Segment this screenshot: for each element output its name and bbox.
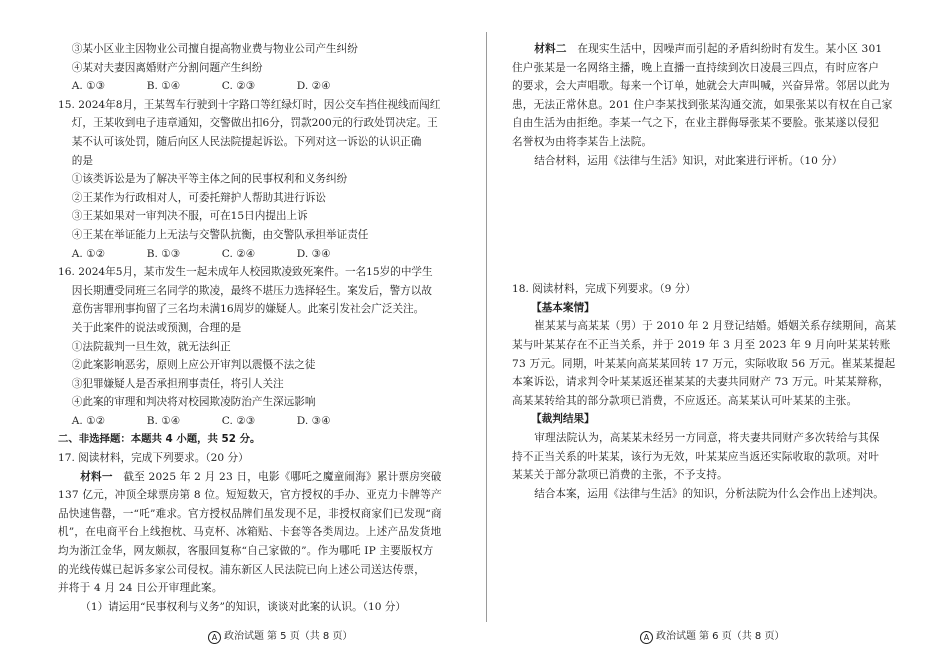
material-2-line: 住户张某是一名网络主播，晚上直播一直持续到次日凌晨三四点，有时应客户 bbox=[512, 61, 879, 74]
exam-version-badge: A bbox=[640, 631, 653, 644]
choice-c[interactable]: C. ②③ bbox=[221, 80, 256, 93]
choice-d[interactable]: D. ③④ bbox=[296, 247, 331, 260]
right-footer bbox=[640, 628, 784, 647]
q15-stem-line: 灯，王某收到电子违章通知，交警做出扣6分，罚款200元的行政处罚决定。王 bbox=[71, 117, 438, 130]
verdict-line: 持不正当关系的叶某某，该行为无效，叶某某应当返还实际收取的款项。对叶 bbox=[512, 450, 879, 463]
q17-title: 17. 阅读材料，完成下列要求。（20 分） bbox=[58, 452, 249, 465]
basic-case-line: 73 万元。同期，叶某某向高某某回转 17 万元，实际收取 56 万元。崔某某提起 bbox=[512, 357, 896, 370]
choice-c[interactable]: C. ②③ bbox=[221, 414, 256, 427]
q15-choices bbox=[58, 245, 468, 264]
basic-case-line: 高某某转给其的部分款项已消费，不应返还。高某某认可叶某某的主张。 bbox=[512, 394, 858, 407]
verdict-line: 某某关于部分款项已消费的主张，不予支持。 bbox=[512, 469, 728, 482]
footer-exam-name: 政治试题 bbox=[224, 631, 264, 642]
material-1-line: 并将于 4 月 24 日公开审理此案。 bbox=[58, 582, 223, 595]
q15-option-1: ①该类诉讼是为了解决平等主体之间的民事权利和义务纠纷 bbox=[71, 173, 348, 186]
material-1-label: 材料一 bbox=[80, 470, 113, 483]
choice-d[interactable]: D. ③④ bbox=[296, 414, 331, 427]
footer-page-number: 第 6 页（共 8 页） bbox=[699, 631, 785, 642]
material-1-line: 品快速售罄，一“吒”难求。官方授权品牌们虽发现不足，非授权商家们已发现“商 bbox=[58, 507, 442, 520]
basic-case-heading: 【基本案情】 bbox=[531, 301, 595, 314]
material-1-line: 机”，在电商平台上线抱枕、马克杯、冰箱贴、卡套等各类周边。上述产品发货地 bbox=[58, 526, 442, 539]
q16-stem-line: 意伤害罪刑事拘留了三名均未满16周岁的嫌疑人。此案引发社会广泛关注。 bbox=[71, 303, 425, 316]
right-page bbox=[512, 40, 917, 503]
q15-option-4: ④王某在举证能力上无法与交警队抗衡，由交警队承担举证责任 bbox=[71, 228, 369, 241]
footer-exam-name: 政治试题 bbox=[656, 631, 696, 642]
choice-b[interactable]: B. ①④ bbox=[146, 80, 181, 93]
choice-a[interactable]: A. ①③ bbox=[71, 80, 106, 93]
q14-choices bbox=[58, 77, 468, 96]
material-1-line bbox=[58, 468, 468, 487]
q18-title: 18. 阅读材料，完成下列要求。（9 分） bbox=[512, 283, 696, 296]
choice-d[interactable]: D. ②④ bbox=[296, 80, 331, 93]
q15-stem-line: 某不认可该处罚，随后向区人民法院提起诉讼。下列对这一诉讼的认识正确 bbox=[71, 135, 422, 148]
material-1-line: 均为浙江金华，网友颇叔，客服回复称“自己家做的”。作为哪吒 IP 主要版权方 bbox=[58, 545, 434, 558]
q16-stem-line: 因长期遭受同班三名同学的欺凌，最终不堪压力选择轻生。案发后，警方以故 bbox=[71, 284, 432, 297]
q15-option-3: ③王某如果对一审判决不服，可在15日内提出上诉 bbox=[71, 210, 308, 223]
page-divider bbox=[486, 32, 487, 622]
verdict-line: 审理法院认为，高某某未经另一方同意，将夫妻共同财产多次转给与其保 bbox=[534, 431, 880, 444]
choice-c[interactable]: C. ②④ bbox=[221, 247, 256, 260]
q14-option-4: ④某对夫妻因离婚财产分割问题产生纠纷 bbox=[71, 61, 263, 74]
q18-requirement: 结合本案，运用《法律与生活》的知识，分析法院为什么会作出上述判决。 bbox=[534, 487, 884, 500]
basic-case-line: 某与叶某某存在不正当关系，并于 2019 年 3 月至 2023 年 9 月向叶某某转账 bbox=[512, 338, 891, 351]
left-footer bbox=[208, 628, 352, 647]
q16-stem-line: 16. 2024年5月，某市发生一起未成年人校园欺凌致死案件。一名15岁的中学生 bbox=[58, 266, 433, 279]
q17-sub-question-2: 结合材料，运用《法律与生活》知识，对此案进行评析。（10 分） bbox=[534, 154, 843, 167]
answer-space bbox=[512, 170, 917, 280]
material-1-line: 137 亿元，冲顶全球票房第 8 位。短短数天，官方授权的手办、亚克力卡牌等产 bbox=[58, 489, 442, 502]
q14-option-3: ③某小区业主因物业公司擅自提高物业费与物业公司产生纠纷 bbox=[71, 43, 358, 55]
material-1-text: 截至 2025 年 2 月 23 日，电影《哪吒之魔童闹海》累计票房突破 bbox=[123, 470, 442, 483]
verdict-heading: 【裁判结果】 bbox=[531, 413, 595, 426]
q16-option-2: ②此案影响恶劣，原则上应公开审判以震慑不法之徒 bbox=[71, 359, 316, 372]
footer-page-number: 第 5 页（共 8 页） bbox=[267, 631, 353, 642]
q16-stem-line: 关于此案件的说法或预测，合理的是 bbox=[71, 321, 242, 334]
q16-choices bbox=[58, 412, 468, 431]
material-2-text: 在现实生活中，因噪声而引起的矛盾纠纷时有发生。某小区 301 bbox=[577, 43, 883, 55]
section-2-heading: 二、非选择题：本题共 4 小题，共 52 分。 bbox=[58, 433, 261, 446]
material-2-line: 名誉权为由将李某告上法院。 bbox=[512, 135, 653, 148]
material-1-line: 的光线传媒已起诉多家公司侵权。浦东新区人民法院已向上述公司送达传票， bbox=[58, 563, 425, 576]
basic-case-line: 本案诉讼，请求判令叶某某返还崔某某的夫妻共同财产 73 万元。叶某某辩称， bbox=[512, 376, 890, 389]
q15-stem-line: 的是 bbox=[71, 154, 93, 167]
choice-a[interactable]: A. ①② bbox=[71, 414, 106, 427]
basic-case-line: 崔某某与高某某（男）于 2010 年 2 月登记结婚。婚姻关系存续期间，高某 bbox=[534, 320, 897, 333]
material-2-line: 自由生活为由拒绝。李某一气之下，在业主群侮辱张某不要脸。张某遂以侵犯 bbox=[512, 117, 879, 130]
q15-stem-line: 15. 2024年8月，王某驾车行驶到十字路口等红绿灯时，因公交车挡住视线而闯红 bbox=[58, 98, 441, 111]
choice-b[interactable]: B. ①④ bbox=[146, 414, 181, 427]
choice-a[interactable]: A. ①② bbox=[71, 247, 106, 260]
q16-option-4: ④此案的审理和判决将对校园欺凌防治产生深远影响 bbox=[71, 396, 316, 409]
material-2-line bbox=[512, 40, 917, 59]
q15-option-2: ②王某作为行政相对人，可委托辩护人帮助其进行诉讼 bbox=[71, 191, 327, 204]
q16-option-3: ③犯罪嫌疑人是否承担刑事责任，将引人关注 bbox=[71, 377, 284, 390]
choice-b[interactable]: B. ①③ bbox=[146, 247, 181, 260]
material-2-line: 患，无法正常休息。201 住户李某找到张某沟通交流，如果张某以有权在自己家 bbox=[512, 98, 893, 111]
exam-version-badge: A bbox=[208, 631, 221, 644]
material-2-line: 的要求，会大声唱歌。每来一个订单，她就会大声叫喊，兴奋异常。邻居以此为 bbox=[512, 80, 890, 93]
left-page bbox=[58, 40, 468, 616]
q17-sub-question-1: （1）请运用“民事权利与义务”的知识，谈谈对此案的认识。（10 分） bbox=[80, 600, 406, 613]
material-2-label: 材料二 bbox=[534, 43, 567, 55]
q16-option-1: ①法院裁判一旦生效，就无法纠正 bbox=[71, 340, 231, 353]
